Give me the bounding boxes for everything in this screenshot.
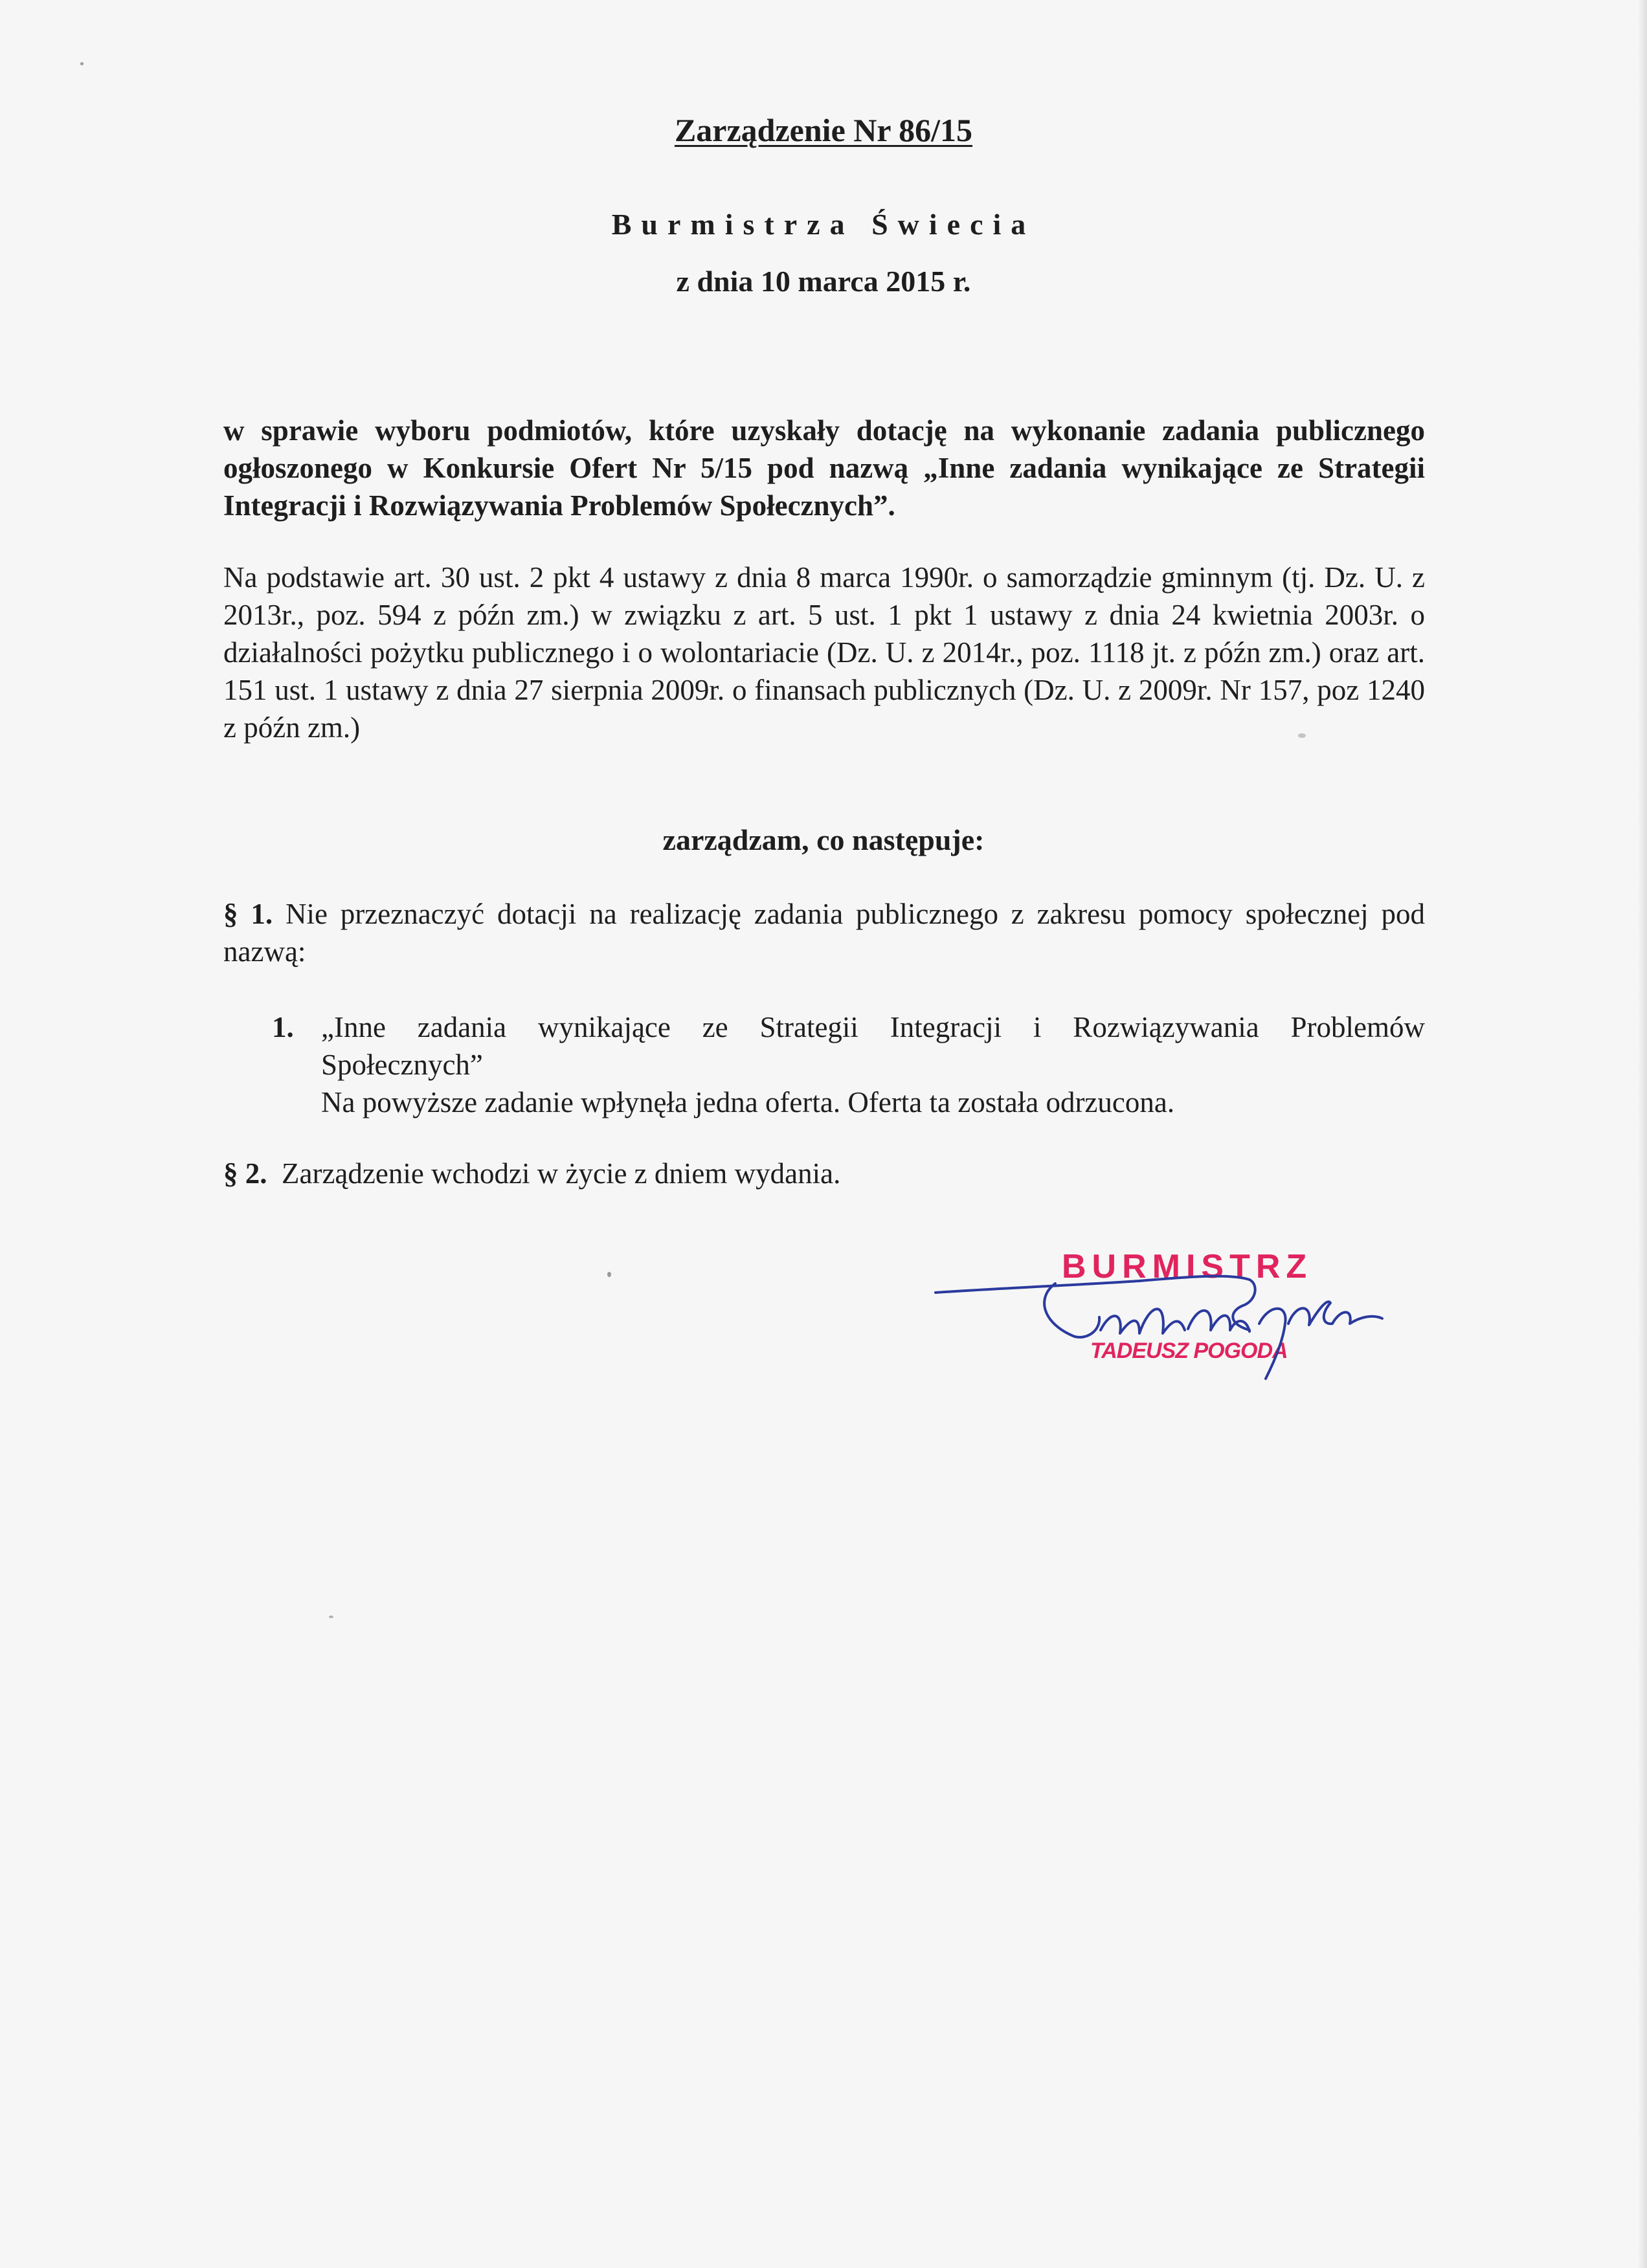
task-list-item bbox=[272, 1008, 1425, 1121]
paragraph-1-text: Nie przeznaczyć dotacji na realizację zadania publicznego z zakresu pomocy społecznej pod nazwą: bbox=[223, 898, 1426, 968]
document-date: z dnia 10 marca 2015 r. bbox=[676, 265, 971, 298]
document-subject: w sprawie wyboru podmiotów, które uzyskały dotację na wykonanie zadania publicznego ogłoszonego w Konkursie Ofert Nr 5/15 pod nazwą „Inne zadania wynikające ze Strategii Integracji i Rozwiązywania Problemów Społecznych”. bbox=[223, 414, 1425, 522]
signature-stamp bbox=[926, 1227, 1392, 1395]
paragraph-2-marker: § 2. bbox=[223, 1157, 267, 1190]
task-title-line1: „Inne zadania wynikające ze Strategii Integracji i Rozwiązywania Problemów bbox=[321, 1011, 1425, 1043]
task-note: Na powyższe zadanie wpłynęła jedna oferta. Oferta ta została odrzucona. bbox=[321, 1086, 1175, 1118]
stamp-name: TADEUSZ POGODA bbox=[1090, 1339, 1288, 1363]
stamp-title: BURMISTRZ bbox=[1062, 1248, 1313, 1285]
decree-heading: zarządzam, co następuje: bbox=[662, 823, 985, 856]
paragraph-2 bbox=[223, 1155, 1425, 1192]
scan-edge bbox=[1638, 0, 1647, 2268]
task-title-line2: Społecznych” bbox=[321, 1049, 483, 1081]
task-content bbox=[321, 1008, 1425, 1121]
handwritten-signature bbox=[936, 1276, 1382, 1379]
scan-speck bbox=[329, 1616, 333, 1618]
paragraph-1 bbox=[223, 895, 1425, 970]
scan-speck bbox=[607, 1272, 611, 1277]
task-number: 1. bbox=[272, 1011, 294, 1043]
document-title: Zarządzenie Nr 86/15 bbox=[674, 112, 973, 148]
paragraph-2-text: Zarządzenie wchodzi w życie z dniem wydania. bbox=[282, 1157, 841, 1190]
document-issuer: Burmistrza Świecia bbox=[611, 208, 1036, 241]
scan-speck bbox=[80, 62, 84, 65]
paragraph-1-marker: § 1. bbox=[223, 898, 273, 930]
legal-basis: Na podstawie art. 30 ust. 2 pkt 4 ustawy z dnia 8 marca 1990r. o samorządzie gminnym (tj. Dz. U. z 2013r., poz. 594 z późn zm.) w związku z art. 5 ust. 1 pkt 1 ustawy z dnia 24 kwietnia 2003r. o działalności pożytku publicznego i o wolontariacie (Dz. U. z 2014r., poz. 1118 jt. z późn zm.) oraz art. 151 ust. 1 ustawy z dnia 27 sierpnia 2009r. o finansach publicznych (Dz. U. z 2009r. Nr 157, poz 1240 z późn zm.) bbox=[223, 561, 1425, 744]
